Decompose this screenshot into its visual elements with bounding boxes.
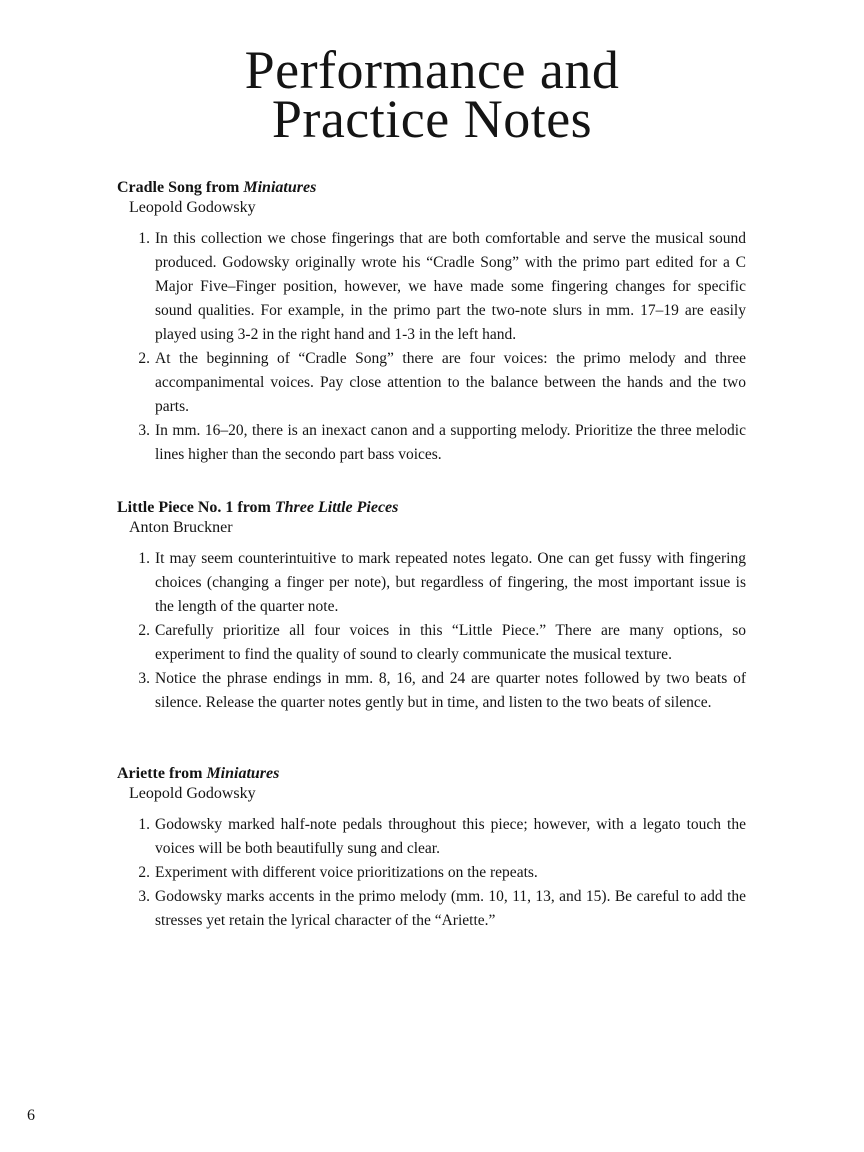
item-number: 2. [138, 864, 150, 881]
item-number: 3. [138, 422, 150, 439]
practice-notes-list [117, 547, 746, 715]
practice-note-item [117, 667, 746, 715]
item-text: In mm. 16–20, there is an inexact canon and a supporting melody. Prioritize the three melodic lines higher than the secondo part bass voices. [155, 422, 746, 463]
practice-note-item [117, 347, 746, 419]
practice-note-item [117, 419, 746, 467]
practice-note-item [117, 227, 746, 347]
piece-title: Ariette from [117, 765, 207, 782]
composer-name: Leopold Godowsky [129, 199, 256, 216]
item-text: At the beginning of “Cradle Song” there are four voices: the primo melody and three accompanimental voices. Pay close attention to the balance between the hands and the two parts. [155, 350, 746, 415]
item-text: Godowsky marked half-note pedals throughout this piece; however, with a legato touch the voices will be both beautifully sung and clear. [155, 816, 746, 857]
section-heading [117, 178, 746, 198]
practice-note-item [117, 861, 746, 885]
section-heading [117, 498, 746, 518]
piece-title: Cradle Song from [117, 179, 244, 196]
page-content [117, 178, 746, 933]
practice-note-item [117, 547, 746, 619]
section-cradle-song [117, 178, 746, 467]
composer-name: Leopold Godowsky [129, 785, 256, 802]
practice-notes-list [117, 813, 746, 933]
item-text: Carefully prioritize all four voices in this “Little Piece.” There are many options, so experiment to find the quality of sound to clearly communicate the musical texture. [155, 622, 746, 663]
item-number: 3. [138, 670, 150, 687]
item-number: 1. [138, 816, 150, 833]
item-number: 3. [138, 888, 150, 905]
practice-note-item [117, 619, 746, 667]
practice-notes-list [117, 227, 746, 467]
page-title-line-1: Performance and [244, 40, 620, 100]
collection-title-italic: Miniatures [206, 765, 280, 782]
item-number: 2. [138, 622, 150, 639]
item-text: Experiment with different voice prioritizations on the repeats. [155, 864, 538, 881]
item-number: 1. [138, 230, 150, 247]
section-heading [117, 764, 746, 784]
section-ariette [117, 764, 746, 933]
section-little-piece [117, 498, 746, 715]
collection-title-italic: Three Little Pieces [274, 499, 399, 516]
practice-note-item [117, 813, 746, 861]
item-text: It may seem counterintuitive to mark repeated notes legato. One can get fussy with fingering choices (changing a finger per note), but regardless of fingering, the most important issue is the length of the quarter note. [155, 550, 746, 615]
item-text: In this collection we chose fingerings that are both comfortable and serve the musical sound produced. Godowsky originally wrote his “Cradle Song” with the primo part edited for a C Major Five–Finger position, however, we have made some fingering changes for specific sound qualities. For example, in the primo part the two-note slurs in mm. 17–19 are easily played using 3-2 in the right hand and 1-3 in the left hand. [155, 230, 746, 343]
page-number: 6 [27, 1107, 35, 1124]
practice-note-item [117, 885, 746, 933]
item-number: 1. [138, 550, 150, 567]
page-title [0, 0, 864, 149]
item-text: Notice the phrase endings in mm. 8, 16, and 24 are quarter notes followed by two beats of silence. Release the quarter notes gently but in time, and listen to the two beats of silence. [155, 670, 746, 711]
piece-title: Little Piece No. 1 from [117, 499, 275, 516]
page-title-line-2: Practice Notes [271, 89, 593, 149]
collection-title-italic: Miniatures [243, 179, 317, 196]
item-text: Godowsky marks accents in the primo melody (mm. 10, 11, 13, and 15). Be careful to add the stresses yet retain the lyrical character of the “Ariette.” [155, 888, 746, 929]
item-number: 2. [138, 350, 150, 367]
composer-name: Anton Bruckner [129, 519, 233, 536]
